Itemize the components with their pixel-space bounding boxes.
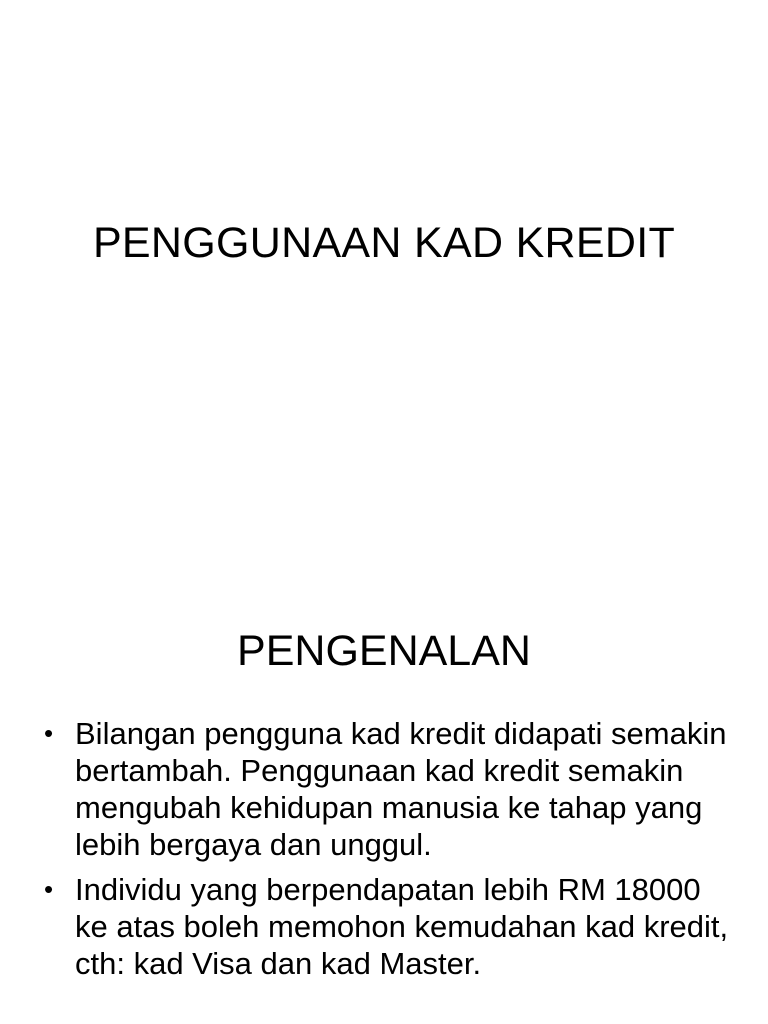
slide-title: PENGGUNAAN KAD KREDIT bbox=[92, 219, 676, 267]
bullet-item bbox=[42, 715, 732, 863]
bullet-list bbox=[42, 715, 732, 990]
intro-slide bbox=[0, 576, 768, 1024]
slide-heading: PENGENALAN bbox=[237, 627, 531, 675]
bullet-item bbox=[42, 871, 732, 982]
bullet-icon: • bbox=[44, 874, 54, 904]
bullet-icon: • bbox=[44, 718, 54, 748]
bullet-text: Bilangan pengguna kad kredit didapati semakin bertambah. Penggunaan kad kredit semakin mengubah kehidupan manusia ke tahap yang lebih bergaya dan unggul. bbox=[75, 716, 727, 862]
bullet-text: Individu yang berpendapatan lebih RM 18000 ke atas boleh memohon kemudahan kad kredit, cth: kad Visa dan kad Master. bbox=[75, 872, 729, 981]
